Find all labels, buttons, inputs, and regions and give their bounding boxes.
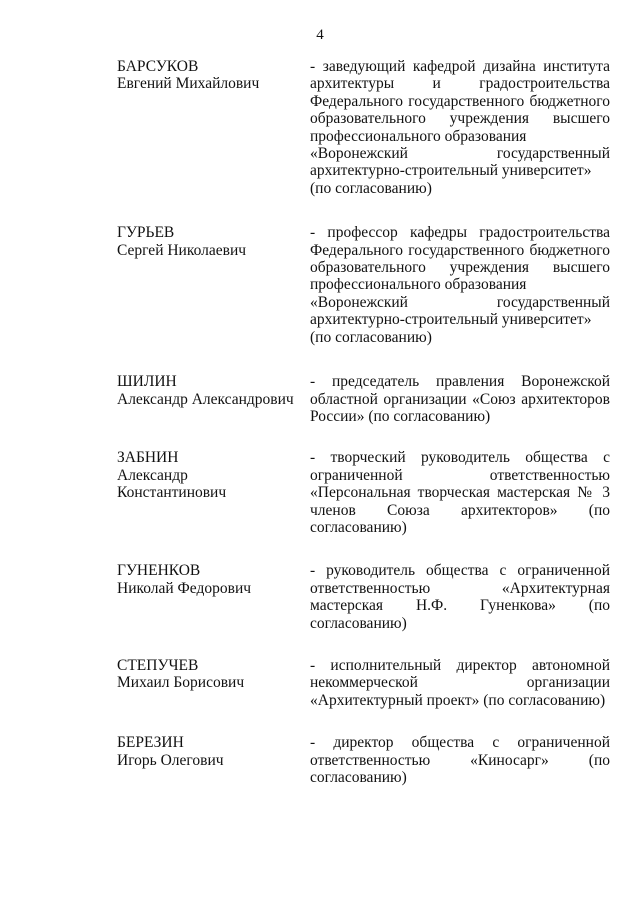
- member-entry: [117, 657, 610, 709]
- member-surname: БЕРЕЗИН: [117, 734, 184, 752]
- member-given-names: Александр: [117, 466, 188, 484]
- member-role: [310, 373, 610, 425]
- member-given-names: Игорь Олегович: [117, 751, 224, 769]
- member-entry: [117, 58, 610, 197]
- member-role-text: «Воронежский государственный архитектурно-строительный университет»: [310, 145, 610, 180]
- member-person: [117, 657, 307, 709]
- member-role-text: - исполнительный директор автономной некоммерческой организации «Архитектурный проект» (по согласованию): [310, 656, 610, 709]
- member-person: [117, 224, 307, 346]
- member-person: [117, 449, 307, 536]
- member-given-names: Александр Александрович: [117, 390, 294, 408]
- member-role-note: (по согласованию): [310, 328, 432, 346]
- member-role-text: - председатель правления Воронежской областной организации «Союз архитекторов России» (по согласованию): [310, 373, 610, 425]
- page-number: 4: [316, 27, 324, 43]
- member-surname: БАРСУКОВ: [117, 58, 199, 75]
- member-role-text: - творческий руководитель общества с ограниченной ответственностью «Персональная творческая мастерская № 3 членов Союза архитекторов» (по согласованию): [310, 449, 610, 536]
- member-person: [117, 373, 307, 425]
- member-person: [117, 58, 307, 197]
- member-entry: [117, 373, 610, 425]
- member-role-text: - профессор кафедры градостроительства Федерального государственного бюджетного образовательного учреждения высшего профессионального образования: [310, 224, 610, 294]
- member-role-text: «Воронежский государственный архитектурно-строительный университет»: [310, 293, 610, 329]
- member-role: [310, 734, 610, 786]
- member-person: [117, 734, 307, 786]
- members-list: [117, 58, 610, 786]
- member-role: [310, 58, 610, 197]
- member-surname: ГУРЬЕВ: [117, 224, 175, 242]
- member-role: [310, 562, 610, 632]
- member-given-names: Евгений Михайлович: [117, 75, 260, 93]
- member-surname: ЗАБНИН: [117, 449, 179, 467]
- member-entry: [117, 224, 610, 346]
- member-role-text: - директор общества с ограниченной ответственностью «Киносарг» (по согласованию): [310, 734, 610, 786]
- member-role-text: - руководитель общества с ограниченной ответственностью «Архитектурная мастерская Н.Ф. Гуненкова» (по согласованию): [310, 562, 610, 632]
- member-role: [310, 657, 610, 709]
- member-entry: [117, 449, 610, 536]
- member-person: [117, 562, 307, 632]
- member-given-names: Сергей Николаевич: [117, 241, 247, 259]
- member-surname: ШИЛИН: [117, 373, 177, 391]
- member-role-note: (по согласованию): [310, 179, 432, 197]
- member-role-text: - заведующий кафедрой дизайна института архитектуры и градостроительства Федерального государственного бюджетного образовательного учреждения высшего профессионального образования: [310, 58, 610, 145]
- member-patronymic: Константинович: [117, 484, 227, 502]
- member-entry: [117, 734, 610, 786]
- member-given-names: Михаил Борисович: [117, 674, 245, 692]
- member-role: [310, 224, 610, 346]
- member-given-names: Николай Федорович: [117, 579, 252, 597]
- member-entry: [117, 562, 610, 632]
- member-surname: СТЕПУЧЕВ: [117, 656, 199, 674]
- member-surname: ГУНЕНКОВ: [117, 562, 201, 580]
- member-role: [310, 449, 610, 536]
